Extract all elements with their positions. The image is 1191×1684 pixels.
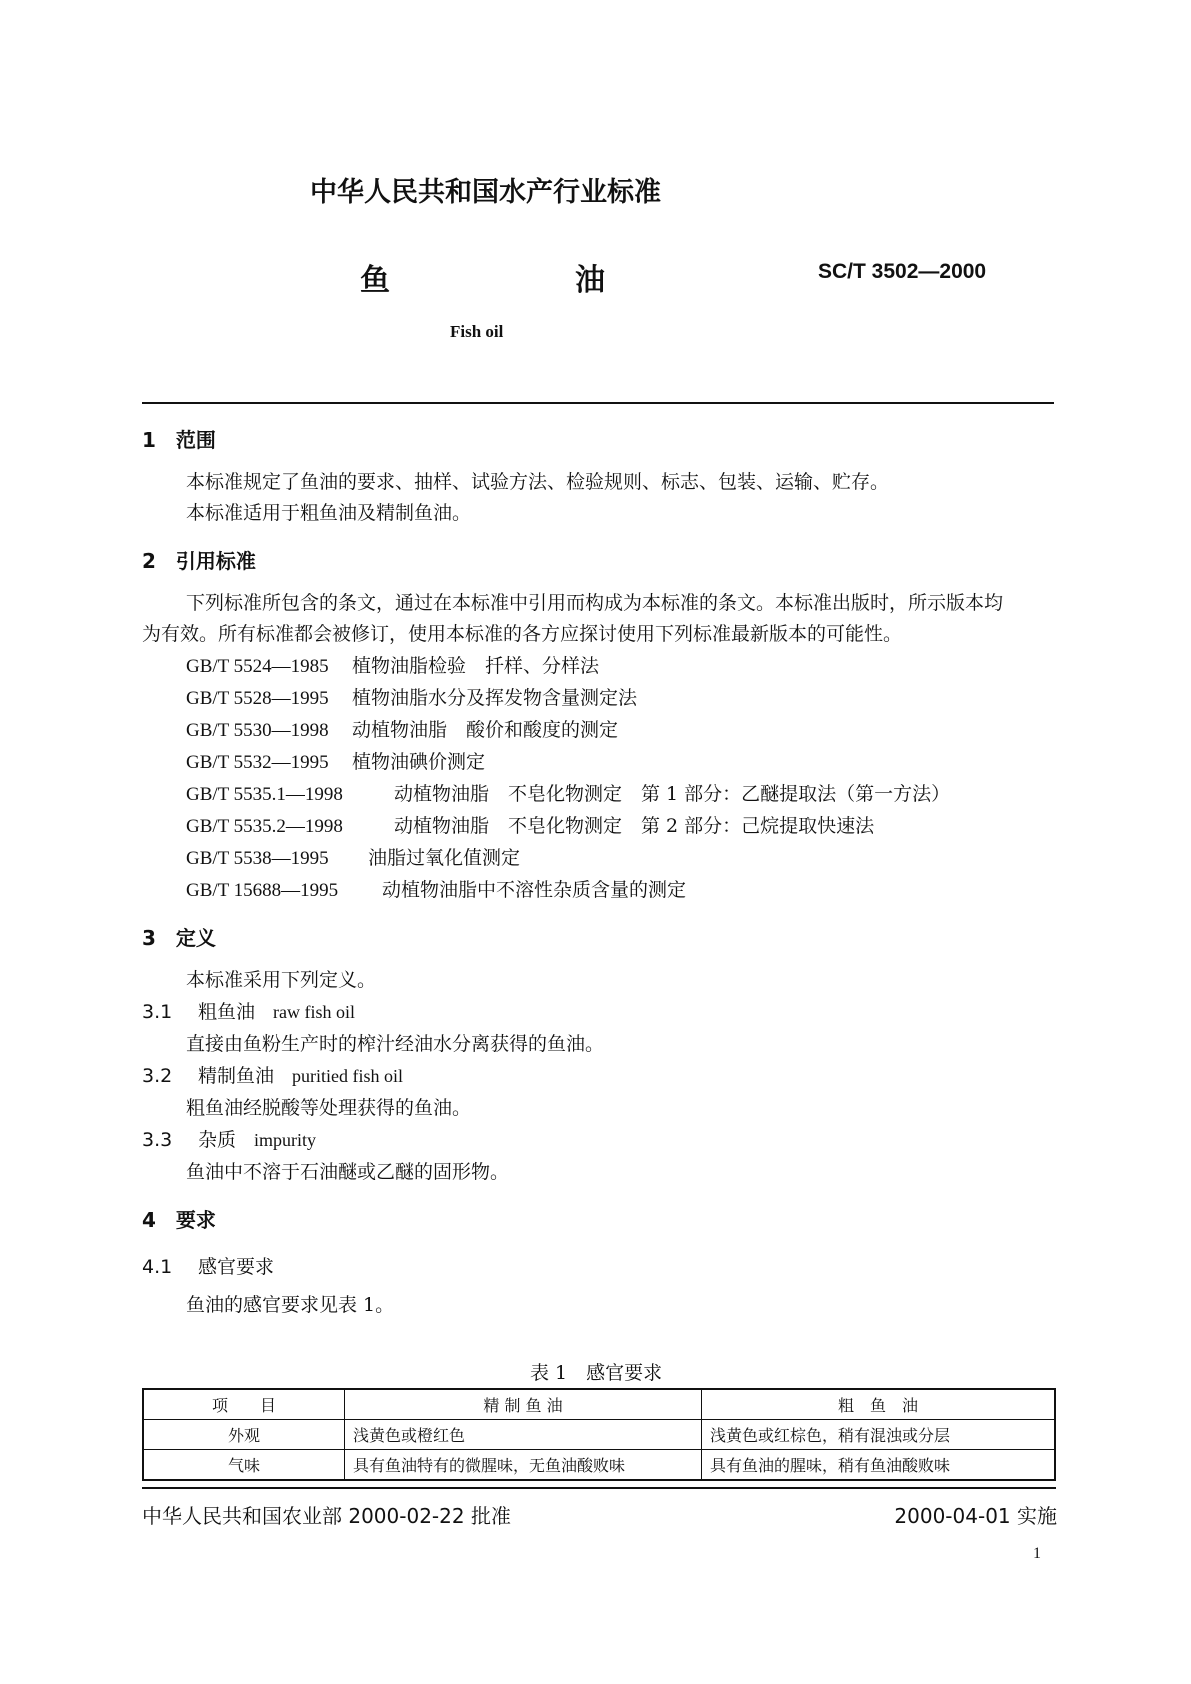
section-3-intro: 本标准采用下列定义。 — [186, 969, 377, 991]
table-cell: 具有鱼油的腥味，稍有鱼油酸败味 — [702, 1450, 1056, 1481]
table-header-row — [143, 1389, 1055, 1420]
reference-item — [186, 875, 686, 902]
section-2-para-line-2: 为有效。所有标准都会被修订，使用本标准的各方应探讨使用下列标准最新版本的可能性。 — [142, 623, 903, 645]
definition-text: 鱼油中不溶于石油醚或乙醚的固形物。 — [186, 1161, 510, 1183]
table-cell: 气味 — [143, 1450, 345, 1481]
reference-code: GB/T 5535.2—1998 — [186, 816, 343, 837]
reference-code: GB/T 5535.1—1998 — [186, 784, 343, 805]
reference-item — [186, 811, 874, 838]
table-header-cell: 精 制 鱼 油 — [345, 1389, 702, 1420]
table-caption: 表 1 感官要求 — [530, 1362, 663, 1384]
reference-item — [186, 843, 520, 870]
definition-number: 3.2 — [142, 1065, 173, 1087]
sensory-requirements-table — [142, 1388, 1056, 1481]
definition-term-english: puritied fish oil — [292, 1066, 404, 1086]
section-1-heading: 1 范围 — [142, 428, 216, 452]
table-cell: 浅黄色或橙红色 — [345, 1420, 702, 1450]
reference-item — [186, 747, 485, 774]
table-cell: 外观 — [143, 1420, 345, 1450]
section-3-heading: 3 定义 — [142, 926, 216, 950]
reference-item — [186, 779, 950, 806]
definition-number: 3.1 — [142, 1001, 173, 1023]
english-title: Fish oil — [450, 322, 504, 341]
section-1-para-2: 本标准适用于粗鱼油及精制鱼油。 — [186, 502, 472, 524]
standard-title-char-1: 鱼 — [360, 263, 390, 298]
table-cell: 浅黄色或红棕色，稍有混浊或分层 — [702, 1420, 1056, 1450]
reference-title: 植物油脂检验 扦样、分样法 — [352, 655, 600, 677]
reference-code: GB/T 5532—1995 — [186, 752, 329, 773]
table-row — [143, 1450, 1055, 1481]
reference-code: GB/T 5538—1995 — [186, 848, 329, 869]
reference-title: 植物油碘价测定 — [352, 751, 486, 773]
reference-item — [186, 683, 637, 710]
reference-code: GB/T 5524—1985 — [186, 656, 329, 677]
reference-code: GB/T 5528—1995 — [186, 688, 329, 709]
subsection-title: 感官要求 — [198, 1256, 275, 1278]
table-header-cell: 粗 鱼 油 — [702, 1389, 1056, 1420]
reference-title: 动植物油脂 酸价和酸度的测定 — [352, 719, 619, 741]
reference-title: 植物油脂水分及挥发物含量测定法 — [352, 687, 638, 709]
reference-item — [186, 651, 599, 678]
table-cell: 具有鱼油特有的微腥味，无鱼油酸败味 — [345, 1450, 702, 1481]
header-divider — [142, 402, 1054, 404]
definition-term: 粗鱼油 — [198, 1001, 256, 1023]
section-4-heading: 4 要求 — [142, 1208, 216, 1232]
subsection-4-1-para: 鱼油的感官要求见表 1。 — [186, 1294, 395, 1316]
section-1-para-1: 本标准规定了鱼油的要求、抽样、试验方法、检验规则、标志、包装、运输、贮存。 — [186, 471, 890, 493]
subsection-number: 4.1 — [142, 1256, 173, 1278]
reference-title: 动植物油脂中不溶性杂质含量的测定 — [382, 879, 687, 901]
definition-number: 3.3 — [142, 1129, 173, 1151]
industry-standard-title: 中华人民共和国水产行业标准 — [310, 177, 661, 208]
table-header-cell: 项 目 — [143, 1389, 345, 1420]
reference-title: 油脂过氧化值测定 — [368, 847, 521, 869]
reference-title: 动植物油脂 不皂化物测定 第 2 部分：己烷提取快速法 — [394, 815, 875, 837]
definition-heading — [142, 1125, 316, 1152]
section-2-para-line-1: 下列标准所包含的条文，通过在本标准中引用而构成为本标准的条文。本标准出版时，所示版本均 — [186, 592, 1004, 614]
definition-text: 粗鱼油经脱酸等处理获得的鱼油。 — [186, 1097, 472, 1119]
implementation-date: 2000-04-01 实施 — [894, 1504, 1057, 1528]
definition-term-english: raw fish oil — [273, 1002, 355, 1022]
definition-text: 直接由鱼粉生产时的榨汁经油水分离获得的鱼油。 — [186, 1033, 605, 1055]
definition-term-english: impurity — [254, 1130, 317, 1150]
reference-code: GB/T 15688—1995 — [186, 880, 339, 901]
standard-code: SC/T 3502—2000 — [818, 260, 987, 283]
standard-title-char-2: 油 — [575, 263, 605, 298]
table-row — [143, 1420, 1055, 1450]
reference-item — [186, 715, 618, 742]
definition-heading — [142, 997, 355, 1024]
reference-code: GB/T 5530—1998 — [186, 720, 329, 741]
definition-term: 精制鱼油 — [198, 1065, 275, 1087]
subsection-4-1-heading — [142, 1252, 274, 1279]
reference-title: 动植物油脂 不皂化物测定 第 1 部分：乙醚提取法（第一方法） — [394, 783, 951, 805]
section-2-heading: 2 引用标准 — [142, 549, 256, 573]
footer-divider — [142, 1487, 1056, 1489]
definition-heading — [142, 1061, 403, 1088]
page-number: 1 — [1033, 1545, 1041, 1562]
definition-term: 杂质 — [198, 1129, 237, 1151]
approval-date: 中华人民共和国农业部 2000-02-22 批准 — [142, 1504, 511, 1528]
